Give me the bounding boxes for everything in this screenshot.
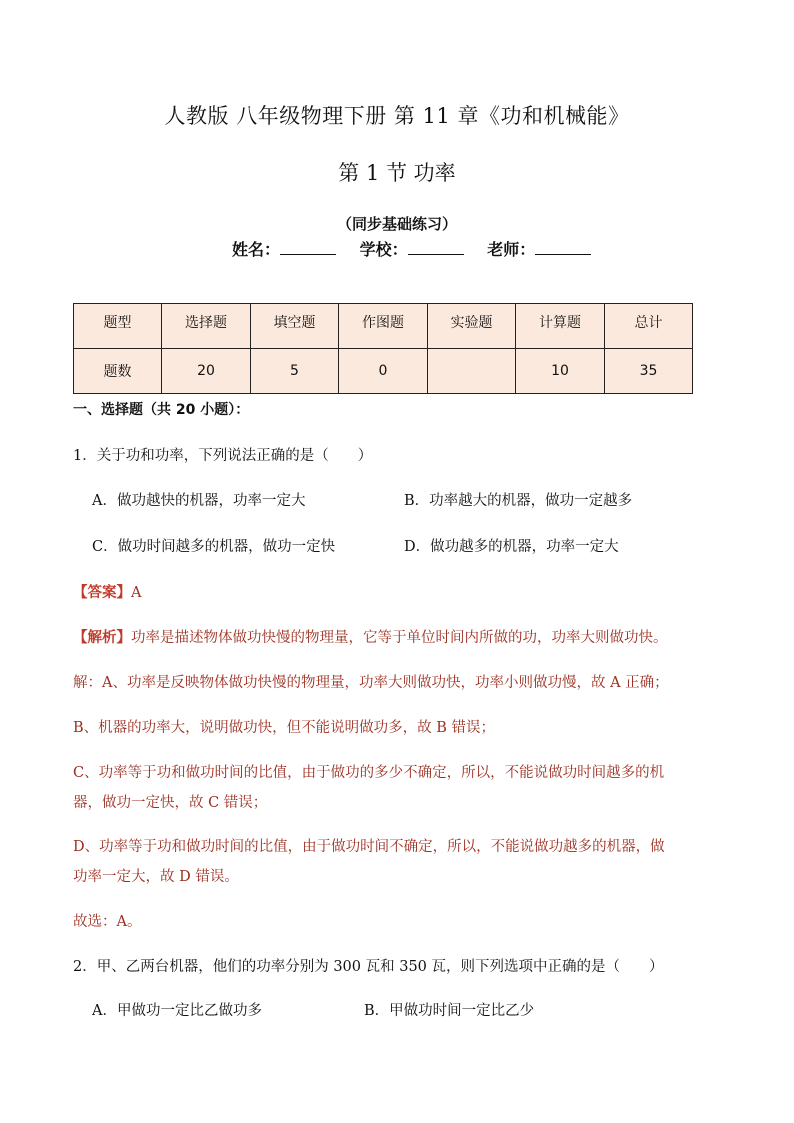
table-cell: 题数	[74, 349, 162, 394]
school-blank	[408, 240, 464, 255]
question-1-option-a: A．做功越快的机器，功率一定大	[92, 493, 306, 509]
table-cell: 10	[516, 349, 605, 394]
table-header-cell: 实验题	[428, 304, 516, 349]
table-header-cell: 填空题	[251, 304, 339, 349]
solution-line: D、功率等于功和做功时间的比值，由于做功时间不确定，所以，不能说做功越多的机器，做	[73, 839, 665, 855]
answer-tag: 【答案】	[73, 585, 131, 601]
solution-line: B、机器的功率大，说明做功快，但不能说明做功多，故 B 错误；	[73, 720, 496, 736]
document-title: 人教版 八年级物理下册 第 11 章《功和机械能》	[164, 104, 630, 128]
final-choice: 故选：A。	[73, 914, 142, 930]
table-cell: 0	[339, 349, 428, 394]
table-header-cell: 题型	[74, 304, 162, 349]
table-header-cell: 总计	[605, 304, 693, 349]
question-1-answer	[73, 581, 141, 602]
question-1-stem: 1．关于功和功率，下列说法正确的是（ ）	[73, 448, 373, 464]
question-2-option-a: A．甲做功一定比乙做功多	[92, 1003, 262, 1019]
solution-line: 器，做功一定快，故 C 错误；	[73, 795, 268, 811]
section-subtitle: 第 1 节 功率	[338, 161, 456, 185]
practice-type-label: （同步基础练习）	[336, 215, 457, 233]
question-2-stem: 2．甲、乙两台机器，他们的功率分别为 300 瓦和 350 瓦，则下列选项中正确的是（ ）	[73, 959, 664, 975]
section-heading: 一、选择题（共 20 小题）：	[73, 402, 250, 418]
name-label: 姓名：	[232, 240, 281, 259]
name-blank	[280, 240, 336, 255]
table-cell	[428, 349, 516, 394]
answer-value: A	[131, 585, 142, 601]
question-1-option-d: D．做功越多的机器，功率一定大	[404, 539, 619, 555]
table-header-cell: 计算题	[516, 304, 605, 349]
solution-line: 解：A、功率是反映物体做功快慢的物理量，功率大则做功快，功率小则做功慢，故 A 正确；	[73, 675, 669, 691]
table-header-row	[74, 304, 693, 349]
table-cell: 5	[251, 349, 339, 394]
solution-line: C、功率等于功和做功时间的比值，由于做功的多少不确定，所以，不能说做功时间越多的机	[73, 765, 665, 781]
analysis-tag: 【解析】	[73, 630, 131, 646]
table-cell: 35	[605, 349, 693, 394]
school-label: 学校：	[359, 240, 408, 259]
teacher-blank	[535, 240, 591, 255]
solution-line: 功率一定大，故 D 错误。	[73, 869, 239, 885]
question-1-option-c: C．做功时间越多的机器，做功一定快	[92, 539, 336, 555]
question-2-option-b: B．甲做功时间一定比乙少	[364, 1003, 535, 1019]
table-header-cell: 作图题	[339, 304, 428, 349]
table-row	[74, 349, 693, 394]
analysis-text: 功率是描述物体做功快慢的物理量，它等于单位时间内所做的功，功率大则做功快。	[131, 630, 668, 646]
student-info-line	[232, 237, 609, 260]
table-header-cell: 选择题	[162, 304, 251, 349]
question-count-table	[73, 303, 693, 394]
teacher-label: 老师：	[487, 240, 536, 259]
table-cell: 20	[162, 349, 251, 394]
question-1-analysis	[73, 626, 668, 647]
question-1-option-b: B．功率越大的机器，做功一定越多	[404, 493, 633, 509]
